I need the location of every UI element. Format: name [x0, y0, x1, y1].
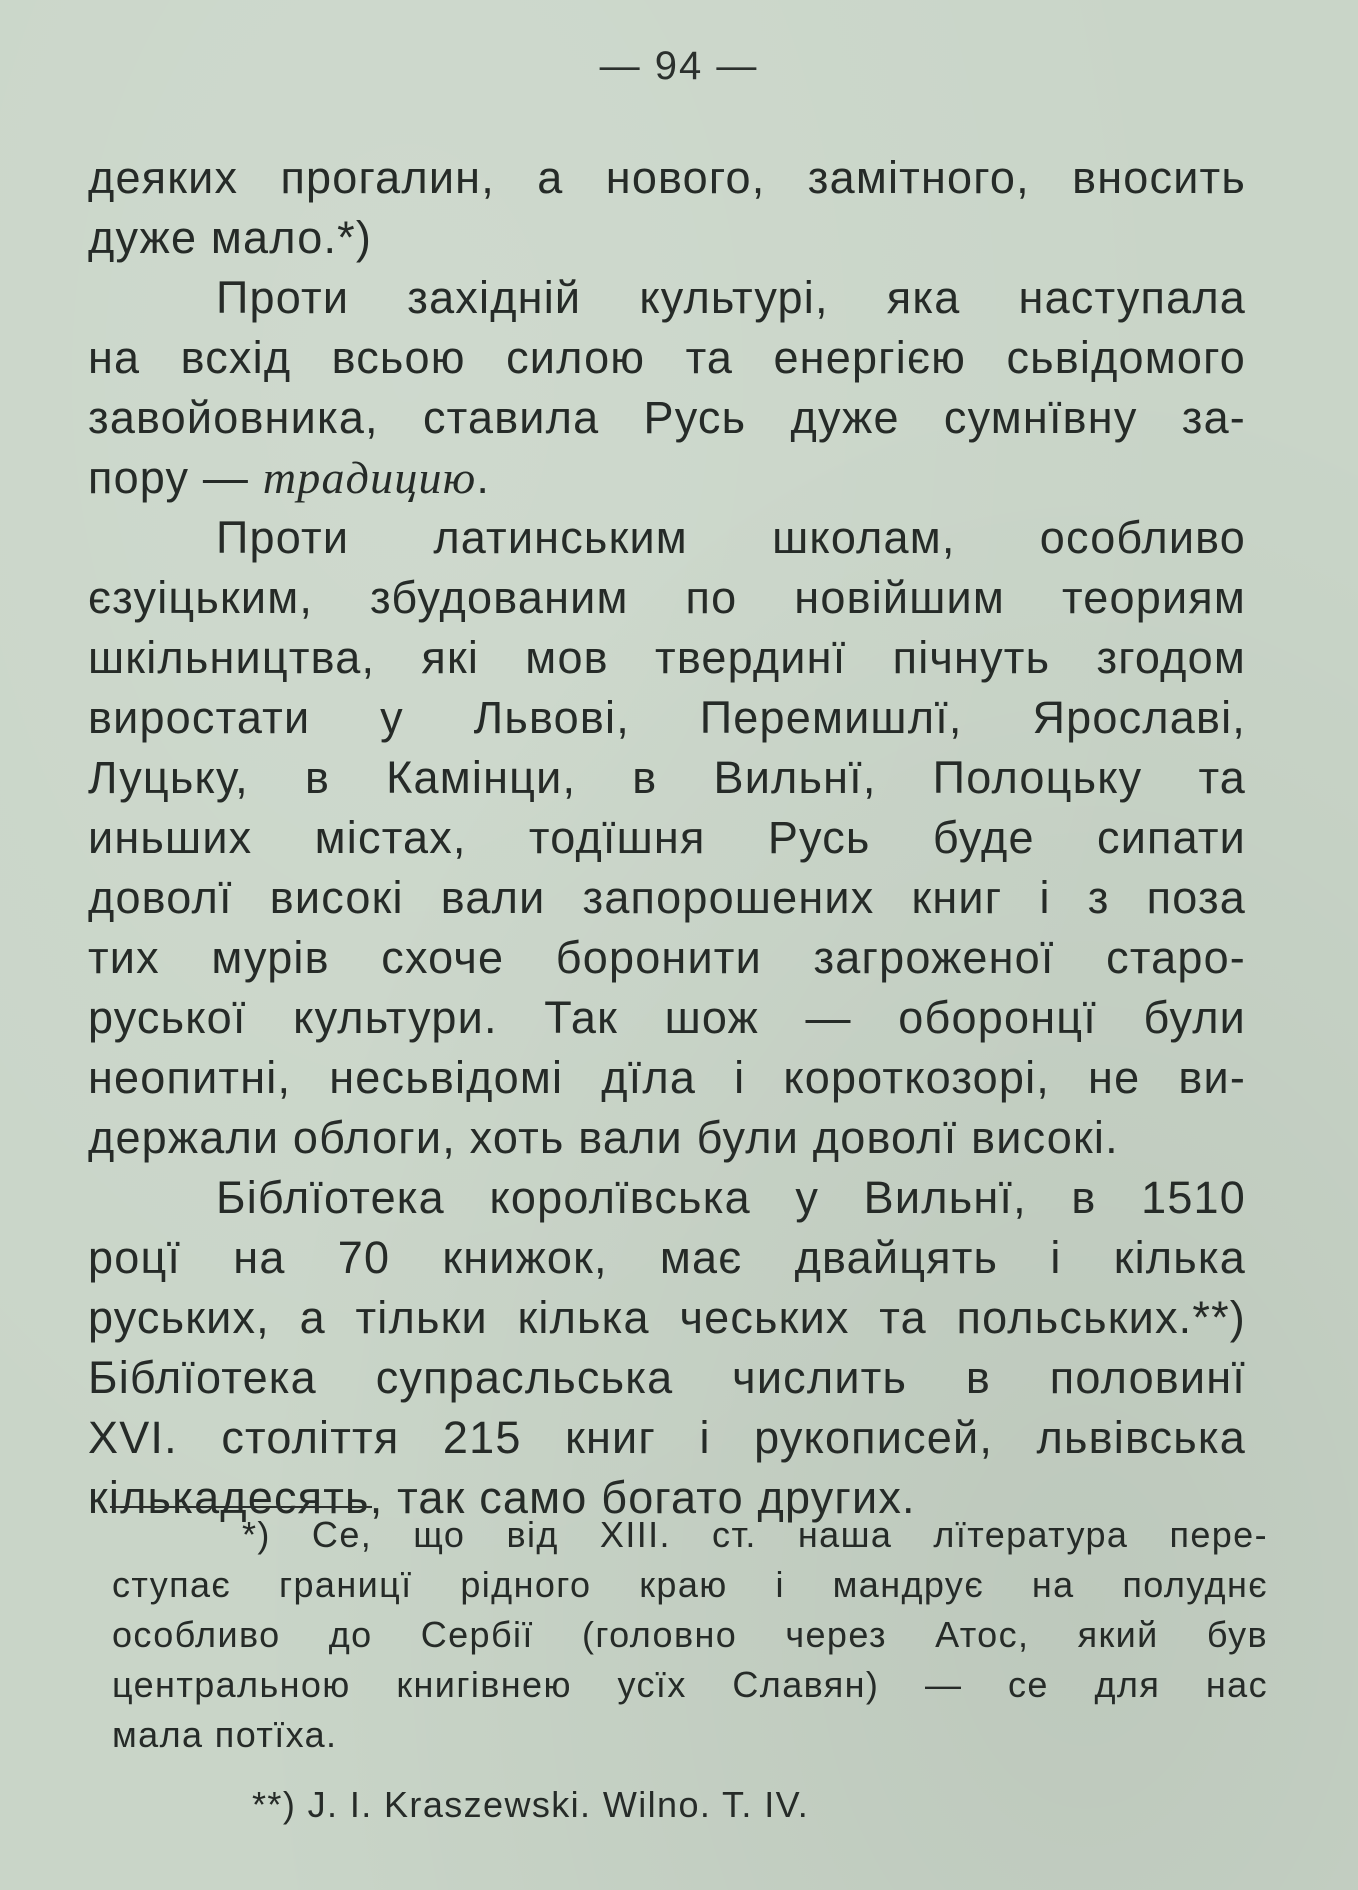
- text-line: держали облоги, хоть вали були доволї високі.: [88, 1112, 1119, 1163]
- footnote-line: мала потїха.: [112, 1714, 338, 1755]
- text-line: дуже мало.*): [88, 212, 373, 263]
- text-line: доволї високі вали запорошених книг і з поза: [88, 872, 1246, 923]
- text-line: шкільництва, які мов твердинї пічнуть згодом: [88, 632, 1246, 683]
- footnote-line: центральною книгівнею усїх Славян) — се для нас: [112, 1664, 1268, 1705]
- footnotes: [112, 1510, 1268, 1830]
- text-line: завойовника, ставила Русь дуже сумнївну за-: [88, 392, 1246, 443]
- footnote-divider: [110, 1506, 372, 1508]
- text-line: Луцьку, в Камінци, в Вильнї, Полоцьку та: [88, 752, 1246, 803]
- text-line: тих мурів схоче боронити загроженої старо-: [88, 932, 1246, 983]
- footnote-line: *) Се, що від XIII. ст. наша лїтература пере-: [242, 1514, 1268, 1555]
- text-fragment: .: [476, 452, 491, 503]
- text-line: єзуіцьким, збудованим по новійшим теориям: [88, 572, 1246, 623]
- text-line: [88, 448, 1246, 508]
- main-text: [88, 148, 1246, 1528]
- page-number: — 94 —: [599, 44, 759, 88]
- text-line: деяких прогалин, а нового, замітного, вносить: [88, 152, 1246, 203]
- emphasized-word: традицию: [262, 452, 477, 503]
- text-line: на всхід всьою силою та енергією сьвідомого: [88, 332, 1246, 383]
- text-line: XVI. століття 215 книг і рукописей, львівська: [88, 1412, 1246, 1463]
- text-line: руської культури. Так шож — оборонцї були: [88, 992, 1246, 1043]
- text-line: Біблїотека супрасльська числить в половинї: [88, 1352, 1246, 1403]
- footnote-reference: **) J. I. Kraszewski. Wilno. T. IV.: [252, 1784, 810, 1825]
- footnote-line: ступає границї рідного краю і мандрує на полуднє: [112, 1564, 1268, 1605]
- text-line: роцї на 70 книжок, має двайцять і кілька: [88, 1232, 1246, 1283]
- text-line: Проти західній культурі, яка наступала: [216, 272, 1246, 323]
- text-fragment: пору —: [88, 452, 263, 503]
- text-line: Проти латинським школам, особливо: [216, 512, 1246, 563]
- footnote-line: особливо до Сербії (головно через Атос, який був: [112, 1614, 1268, 1655]
- text-line: кількадесять, так само богато других.: [88, 1472, 916, 1523]
- text-line: виростати у Львові, Перемишлї, Ярославі,: [88, 692, 1246, 743]
- text-line: Біблїотека королївська у Вильнї, в 1510: [216, 1172, 1246, 1223]
- text-line: неопитні, несьвідомі дїла і короткозорі, не ви-: [88, 1052, 1246, 1103]
- text-line: руських, а тільки кілька чеських та польських.**): [88, 1292, 1246, 1343]
- text-line: иньших містах, тодїшня Русь буде сипати: [88, 812, 1246, 863]
